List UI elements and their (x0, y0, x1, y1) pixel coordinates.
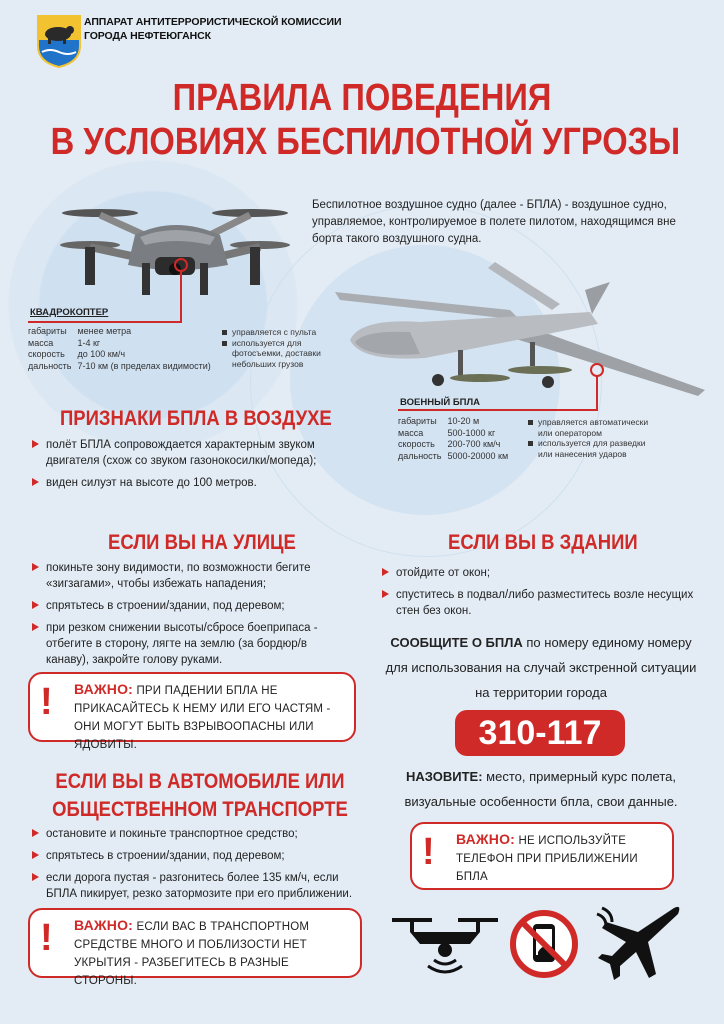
list-item-text: если дорога пустая - разгонитесь более 135 км/ч, если БПЛА пикирует, резко затормозите при его приближении. (46, 872, 353, 900)
vehicle-list (30, 826, 370, 908)
no-phone-icon (508, 908, 580, 980)
warning-text (74, 680, 346, 754)
bullet-icon (32, 478, 39, 486)
title-line-1: ПРАВИЛА ПОВЕДЕНИЯ (172, 77, 552, 119)
street-warning (28, 672, 356, 751)
spec-value: 500-1000 кг (447, 427, 496, 438)
bullet-icon (32, 873, 39, 881)
bullet-icon (382, 590, 389, 598)
quadcopter-notes (222, 327, 332, 369)
building-list (380, 565, 700, 625)
building-heading: ЕСЛИ ВЫ В ЗДАНИИ (448, 531, 638, 554)
exclamation-icon: ! (40, 917, 53, 959)
warning-text (74, 916, 354, 990)
list-item (30, 826, 370, 842)
name-bold: НАЗОВИТЕ: (406, 769, 483, 784)
title-line-2: В УСЛОВИЯХ БЕСПИЛОТНОЙ УГРОЗЫ (50, 121, 681, 163)
exclamation-icon: ! (40, 681, 53, 723)
org-line-2: ГОРОДА НЕФТЕЮГАНСК (84, 30, 211, 42)
note-item: используется для фотосъемки, доставки небольших грузов (222, 338, 332, 370)
list-item-text: покиньте зону видимости, по возможности бегите «зигзагами», чтобы избежать нападения; (46, 562, 311, 590)
spec-label: скорость (398, 439, 435, 449)
intro-definition: Беспилотное воздушное судно (далее - БПЛА) - воздушное судно, управляемое, контролируемое в полете пилотом, находящимся вне борта такого воздушного судна. (312, 199, 676, 245)
phone-warning (410, 822, 674, 890)
quadcopter-image (60, 195, 290, 315)
warning-label: ВАЖНО: (456, 831, 516, 847)
org-line-1: АППАРАТ АНТИТЕРРОРИСТИЧЕСКОЙ КОМИССИИ (84, 16, 342, 28)
organization-name (84, 15, 342, 43)
list-item-text: виден силуэт на высоте до 100 метров. (46, 477, 257, 489)
warning-label: ВАЖНО: (74, 917, 134, 933)
vehicle-warning (28, 908, 362, 987)
vehicle-heading (24, 768, 376, 824)
page-title (50, 76, 681, 164)
vehicle-heading-line-2: ОБЩЕСТВЕННОМ ТРАНСПОРТЕ (52, 798, 348, 821)
spec-value: до 100 км/ч (77, 349, 126, 359)
city-crest-icon (36, 14, 82, 68)
exclamation-icon: ! (422, 831, 435, 873)
list-item-text: спрятьтесь в строении/здании, под деревом; (46, 850, 285, 862)
quadcopter-callout-line-h (28, 321, 182, 323)
bullet-icon (32, 623, 39, 631)
list-item-text: спрятьтесь в строении/здании, под деревом; (46, 600, 285, 612)
military-name: ВОЕННЫЙ БПЛА (400, 397, 481, 408)
quadcopter-name: КВАДРОКОПТЕР (30, 307, 109, 318)
report-text: по номеру единому номеру для использования на случай экстренной ситуации на территории города (385, 635, 697, 700)
spec-label: скорость (28, 349, 65, 359)
list-item-text: при резком снижении высоты/сбросе боеприпаса - отбегите в сторону, лягте на землю (за бордюр/в канаву), закройте голову руками. (46, 622, 318, 666)
list-item-text: отойдите от окон; (396, 567, 491, 579)
spec-label: габариты (28, 326, 67, 336)
spec-label: масса (398, 427, 424, 438)
emergency-phone[interactable]: 310-117 (455, 710, 625, 756)
spec-label: дальность (28, 360, 72, 371)
spec-value: менее метра (77, 326, 132, 336)
bullet-icon (32, 440, 39, 448)
list-item-text: остановите и покиньте транспортное средство; (46, 828, 298, 840)
military-callout-line-h (398, 409, 598, 411)
drone-signal-icon (390, 910, 500, 980)
quadcopter-specs (28, 326, 217, 372)
bullet-icon (32, 563, 39, 571)
list-item (30, 560, 350, 592)
spec-value: 5000-20000 км (447, 450, 509, 461)
spec-label: габариты (398, 416, 437, 426)
spec-label: масса (28, 337, 54, 348)
report-bold: СООБЩИТЕ О БПЛА (390, 635, 523, 650)
vehicle-heading-line-1: ЕСЛИ ВЫ В АВТОМОБИЛЕ ИЛИ (55, 770, 345, 793)
list-item (30, 598, 350, 614)
list-item (30, 870, 370, 902)
spec-value: 10-20 м (447, 416, 480, 426)
list-item (30, 848, 370, 864)
signs-list (30, 437, 330, 497)
military-callout-line-v (596, 375, 598, 410)
name-text: место, примерный курс полета, визуальные особенности бпла, свои данные. (404, 769, 678, 809)
warning-body: ЕСЛИ ВАС В ТРАНСПОРТНОМ СРЕДСТВЕ МНОГО И ПОБЛИЗОСТИ НЕТ УКРЫТИЯ - РАЗБЕГИТЕСЬ В РАЗНЫЕ СТОРОНЫ. (74, 921, 310, 987)
warning-label: ВАЖНО: (74, 681, 134, 697)
list-item (30, 437, 330, 469)
spec-value: 200-700 км/ч (447, 439, 501, 449)
signs-heading: ПРИЗНАКИ БПЛА В ВОЗДУХЕ (60, 407, 332, 430)
report-instructions (382, 630, 700, 705)
list-item (30, 475, 330, 491)
spec-value: 1-4 кг (77, 337, 101, 348)
plane-icon (594, 902, 684, 984)
list-item-text: полёт БПЛА сопровождается характерным звуком двигателя (схож со звуком газонокосилки/мопеда); (46, 439, 317, 467)
spec-label: дальность (398, 450, 442, 461)
note-item: используется для разведки или нанесения ударов (528, 438, 652, 459)
note-item: управляется автоматически или оператором (528, 417, 652, 438)
bullet-icon (382, 568, 389, 576)
bullet-icon (32, 851, 39, 859)
spec-value: 7-10 км (в пределах видимости) (77, 360, 211, 371)
bullet-icon (32, 829, 39, 837)
bullet-icon (32, 601, 39, 609)
note-item: управляется с пульта (222, 327, 332, 338)
street-heading: ЕСЛИ ВЫ НА УЛИЦЕ (108, 531, 296, 554)
street-list (30, 560, 350, 674)
military-specs (398, 416, 514, 462)
list-item (30, 620, 350, 668)
list-item (380, 587, 700, 619)
quadcopter-callout-line-v (180, 270, 182, 322)
name-instructions (382, 764, 700, 814)
warning-body: ПРИ ПАДЕНИИ БПЛА НЕ ПРИКАСАЙТЕСЬ К НЕМУ ИЛИ ЕГО ЧАСТЯМ - ОНИ МОГУТ БЫТЬ ВЗРЫВООПАСНЫ ИЛИ ЯДОВИТЫ. (74, 685, 331, 751)
warning-text (456, 830, 666, 886)
list-item-text: спуститесь в подвал/либо разместитесь возле несущих стен без окон. (396, 589, 694, 617)
military-notes (528, 417, 652, 459)
military-drone-image (330, 262, 710, 402)
warning-body: НЕ ИСПОЛЬЗУЙТЕ ТЕЛЕФОН ПРИ ПРИБЛИЖЕНИИ БПЛА (456, 835, 638, 883)
list-item (380, 565, 700, 581)
